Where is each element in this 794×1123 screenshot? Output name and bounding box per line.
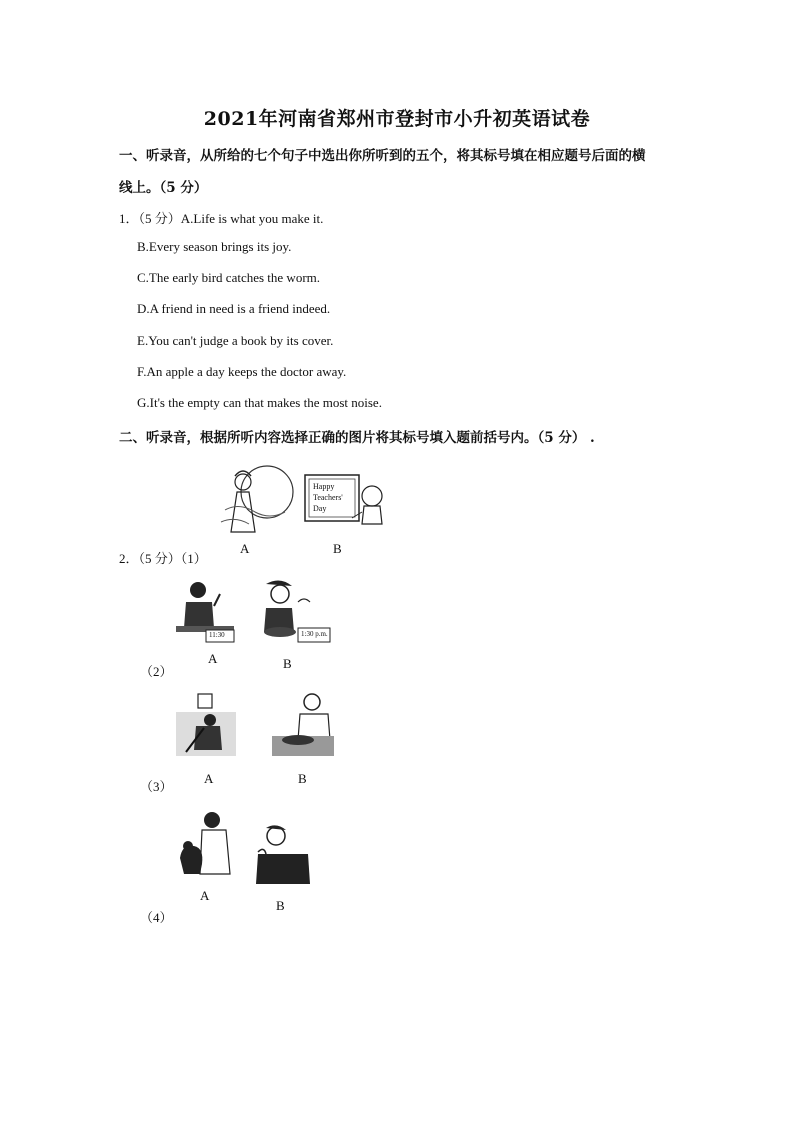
option-f: F.An apple a day keeps the doctor away. [137,364,347,379]
option-d: D.A friend in need is a friend indeed. [137,301,331,316]
picture-1a-letter: A [240,541,250,556]
option-e: E.You can't judge a book by its cover. [137,333,334,348]
picture-3a [176,692,236,758]
picture-2b-letter: B [283,656,292,671]
picture-4a-letter: A [200,888,210,903]
page-title: 2021年河南省郑州市登封市小升初英语试卷 [203,108,591,130]
clock-a-text: 11:30 [209,631,225,639]
picture-2a [176,576,236,646]
clock-b-text: 1:30 p.m. [301,630,328,638]
sub-question-4: （4） [140,910,173,925]
question-1 [119,208,323,227]
picture-3b-letter: B [298,771,307,786]
picture-4b [254,824,316,886]
section1-heading-line2: 线上。（5 分） [119,180,208,196]
board-text-line2: Teachers' [313,493,343,502]
sub-question-2: （2） [140,664,173,679]
picture-3a-letter: A [204,771,214,786]
option-a: A.Life is what you make it. [180,211,324,226]
picture-1b [304,474,388,532]
question-1-prefix: 1．（5 分） [119,211,181,226]
picture-4a [178,808,238,880]
picture-1a [215,462,295,540]
option-g: G.It's the empty can that makes the most noise. [137,395,382,410]
picture-3b [272,690,334,758]
question-2-prefix: 2．（5 分）（1） [119,551,207,566]
option-b: B.Every season brings its joy. [137,239,292,254]
picture-2b [252,578,332,648]
sub-question-3: （3） [140,779,173,794]
board-text-line1: Happy [313,482,335,491]
section1-heading-line1: 一、听录音，从所给的七个句子中选出你所听到的五个，将其标号填在相应题号后面的横 [119,148,646,164]
section2-heading: 二、听录音，根据所听内容选择正确的图片将其标号填入题前括号内。（5 分） . [119,430,595,446]
picture-1b-letter: B [333,541,342,556]
option-c: C.The early bird catches the worm. [137,270,321,285]
picture-2a-letter: A [208,651,218,666]
board-text-line3: Day [313,504,327,513]
picture-4b-letter: B [276,898,285,913]
